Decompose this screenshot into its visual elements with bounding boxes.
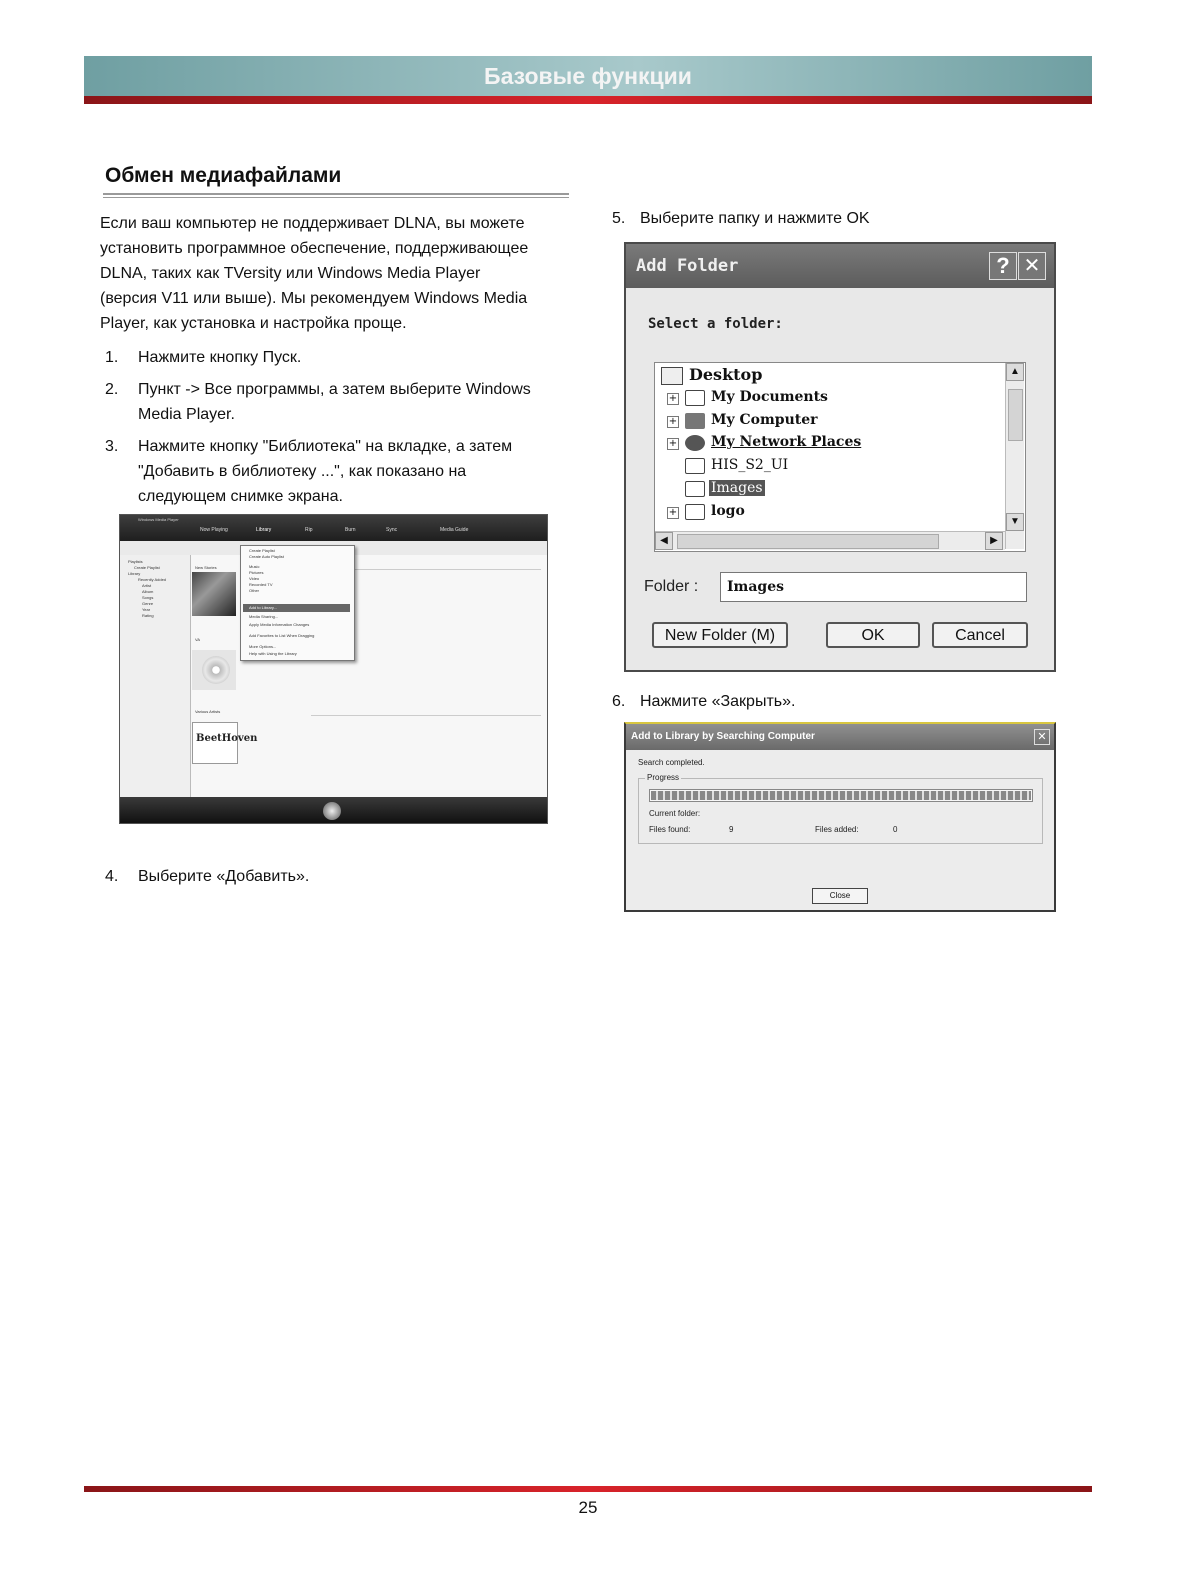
- progress-label: Progress: [647, 773, 680, 782]
- step-text: Нажмите кнопку Пуск.: [138, 349, 302, 366]
- wmp-side-item: Songs: [142, 595, 154, 600]
- tree-item-label: My Documents: [711, 389, 828, 405]
- progress-bar: [649, 789, 1033, 802]
- album-art: [192, 650, 236, 690]
- folder-label: Folder :: [644, 578, 699, 595]
- expand-icon[interactable]: +: [668, 416, 678, 427]
- cancel-button[interactable]: Cancel: [932, 622, 1028, 648]
- folder-icon: [685, 458, 705, 474]
- wmp-menu-item[interactable]: Help with Using the Library: [249, 651, 297, 656]
- scroll-up-icon[interactable]: ▲: [1006, 363, 1024, 381]
- select-folder-label: Select a folder:: [648, 316, 783, 332]
- step-number: 4.: [105, 868, 119, 885]
- desktop-icon: [661, 367, 683, 385]
- scroll-left-icon[interactable]: ◀: [655, 532, 673, 550]
- tree-item-label: HIS_S2_UI: [711, 457, 789, 473]
- wmp-group-title: New Stories: [195, 565, 217, 570]
- step-text: "Добавить в библиотеку ...", как показано на: [138, 463, 467, 480]
- step-3: [105, 434, 570, 509]
- intro-line: Player, как установка и настройка проще.: [100, 315, 407, 332]
- wmp-side-item: Recently Added: [138, 577, 167, 582]
- tree-item-label: Desktop: [689, 365, 763, 384]
- wmp-toolbar: [120, 515, 547, 541]
- section-rule: [103, 193, 569, 195]
- new-folder-button[interactable]: New Folder (M): [652, 622, 788, 648]
- wmp-menu-item[interactable]: Create Auto Playlist: [249, 554, 284, 559]
- expand-icon[interactable]: +: [668, 507, 678, 518]
- wmp-menu-item[interactable]: More Options...: [249, 644, 277, 649]
- section-rule-thin: [103, 197, 569, 198]
- scroll-thumb[interactable]: [1008, 389, 1023, 441]
- computer-icon: [685, 413, 705, 429]
- close-button[interactable]: Close: [812, 888, 868, 904]
- vertical-scrollbar[interactable]: [1005, 363, 1024, 549]
- wmp-tab: Rip: [305, 527, 313, 533]
- folder-icon: [685, 504, 705, 520]
- footer-red-rule: [84, 1486, 1092, 1492]
- album-art: [192, 722, 258, 764]
- wmp-side-item: Playlists: [128, 559, 143, 564]
- wmp-side-item: Library: [128, 571, 141, 576]
- scroll-down-icon[interactable]: ▼: [1006, 513, 1024, 531]
- wmp-tab: Library: [256, 527, 272, 533]
- step-text: Выберите «Добавить».: [138, 868, 310, 885]
- section-title: Обмен медиафайлами: [105, 164, 342, 187]
- wmp-side-item: Rating: [142, 613, 154, 618]
- tree-item-label: My Network Places: [711, 434, 862, 450]
- step-text: Media Player.: [138, 406, 235, 423]
- play-icon[interactable]: [323, 802, 341, 820]
- tree-item-label: My Computer: [711, 412, 818, 428]
- dialog-title: Add to Library by Searching Computer: [631, 731, 815, 742]
- intro-paragraph: [100, 211, 570, 336]
- wmp-menu-item[interactable]: Recorded TV: [249, 582, 273, 587]
- search-library-dialog: [624, 722, 1056, 912]
- wmp-tab: Media Guide: [440, 527, 469, 533]
- step-text: Нажмите кнопку "Библиотека" на вкладке, а затем: [138, 438, 513, 455]
- add-folder-dialog: [624, 242, 1056, 672]
- wmp-sidebar: [120, 555, 191, 801]
- step-number: 2.: [105, 381, 119, 398]
- wmp-side-item: Create Playlist: [134, 565, 160, 570]
- intro-line: Если ваш компьютер не поддерживает DLNA, вы можете: [100, 215, 525, 232]
- step-1: [105, 345, 570, 370]
- step-4: [105, 864, 570, 889]
- step-number: 3.: [105, 438, 119, 455]
- wmp-menu-item[interactable]: Create Playlist: [249, 548, 275, 553]
- wmp-group-title: VA: [195, 637, 201, 642]
- step-number: 6.: [612, 693, 626, 710]
- step-6: [612, 689, 1082, 714]
- progress-group: [638, 773, 1043, 844]
- wmp-menu-item[interactable]: Add Favorites to List When Dragging: [249, 633, 315, 638]
- step-text: Нажмите «Закрыть».: [640, 693, 796, 710]
- folder-tree[interactable]: [654, 362, 1026, 552]
- step-number: 1.: [105, 349, 119, 366]
- album-art-text: BeetHoven: [196, 733, 258, 744]
- step-number: 5.: [612, 210, 626, 227]
- header-red-rule: [84, 96, 1092, 104]
- help-button[interactable]: ?: [989, 252, 1017, 280]
- wmp-menu-item[interactable]: Video: [249, 576, 260, 581]
- page-header-title: Базовые функции: [484, 63, 692, 89]
- step-text: Пункт -> Все программы, а затем выберите Windows: [138, 381, 531, 398]
- wmp-menu-item[interactable]: Other: [249, 588, 260, 593]
- ok-button[interactable]: OK: [826, 622, 920, 648]
- expand-icon[interactable]: +: [668, 393, 678, 404]
- close-button[interactable]: ✕: [1018, 252, 1046, 280]
- files-added-label: Files added:: [815, 825, 859, 834]
- wmp-group-title: Various Artists: [195, 709, 221, 714]
- tree-item-label: logo: [711, 503, 745, 519]
- progress-bar-fill: [651, 791, 1031, 800]
- files-found-value: 9: [729, 825, 734, 834]
- wmp-tab: Now Playing: [200, 527, 228, 533]
- wmp-row-divider: [311, 715, 541, 716]
- intro-line: (версия V11 или выше). Мы рекомендуем Windows Media: [100, 290, 528, 307]
- step-text: Выберите папку и нажмите OK: [640, 210, 870, 227]
- folder-open-icon: [685, 481, 705, 497]
- intro-line: установить программное обеспечение, поддерживающее: [100, 240, 529, 257]
- wmp-title: Windows Media Player: [138, 517, 179, 522]
- intro-line: DLNA, таких как TVersity или Windows Media Player: [100, 265, 481, 282]
- wmp-side-item: Genre: [142, 601, 154, 606]
- wmp-tab: Burn: [345, 527, 356, 533]
- files-found-label: Files found:: [649, 825, 691, 834]
- expand-icon[interactable]: +: [668, 438, 678, 449]
- folder-input[interactable]: Images: [720, 572, 1027, 602]
- search-status: Search completed.: [638, 758, 705, 767]
- files-added-value: 0: [893, 825, 898, 834]
- folder-icon: [685, 390, 705, 406]
- wmp-menu-item-add-to-library[interactable]: Add to Library...: [249, 605, 277, 610]
- wmp-side-item: Year: [142, 607, 151, 612]
- wmp-side-item: Album: [142, 589, 154, 594]
- wmp-menu-item[interactable]: Pictures: [249, 570, 264, 575]
- scroll-right-icon[interactable]: ▶: [985, 532, 1003, 550]
- wmp-menu-item[interactable]: Apply Media Information Changes: [249, 622, 310, 627]
- step-text: следующем снимке экрана.: [138, 488, 343, 505]
- horizontal-scrollbar[interactable]: [655, 531, 1005, 550]
- cd-icon: [202, 656, 230, 684]
- album-art: [192, 572, 236, 616]
- wmp-tab: Sync: [386, 527, 398, 533]
- wmp-menu-item[interactable]: Music: [249, 564, 260, 569]
- page-number: 25: [578, 1498, 598, 1517]
- step-2: [105, 377, 570, 427]
- wmp-side-item: Artist: [142, 583, 152, 588]
- current-folder-label: Current folder:: [649, 809, 701, 818]
- wmp-screenshot: [119, 514, 548, 824]
- scroll-thumb[interactable]: [677, 534, 939, 549]
- step-5: [612, 206, 1082, 231]
- close-icon[interactable]: ✕: [1034, 729, 1050, 745]
- wmp-menu-item[interactable]: Media Sharing...: [249, 614, 279, 619]
- network-icon: [685, 435, 705, 451]
- tree-item-label-selected: Images: [711, 480, 763, 496]
- wmp-library-menu[interactable]: [240, 545, 355, 661]
- dialog-title: Add Folder: [636, 256, 739, 276]
